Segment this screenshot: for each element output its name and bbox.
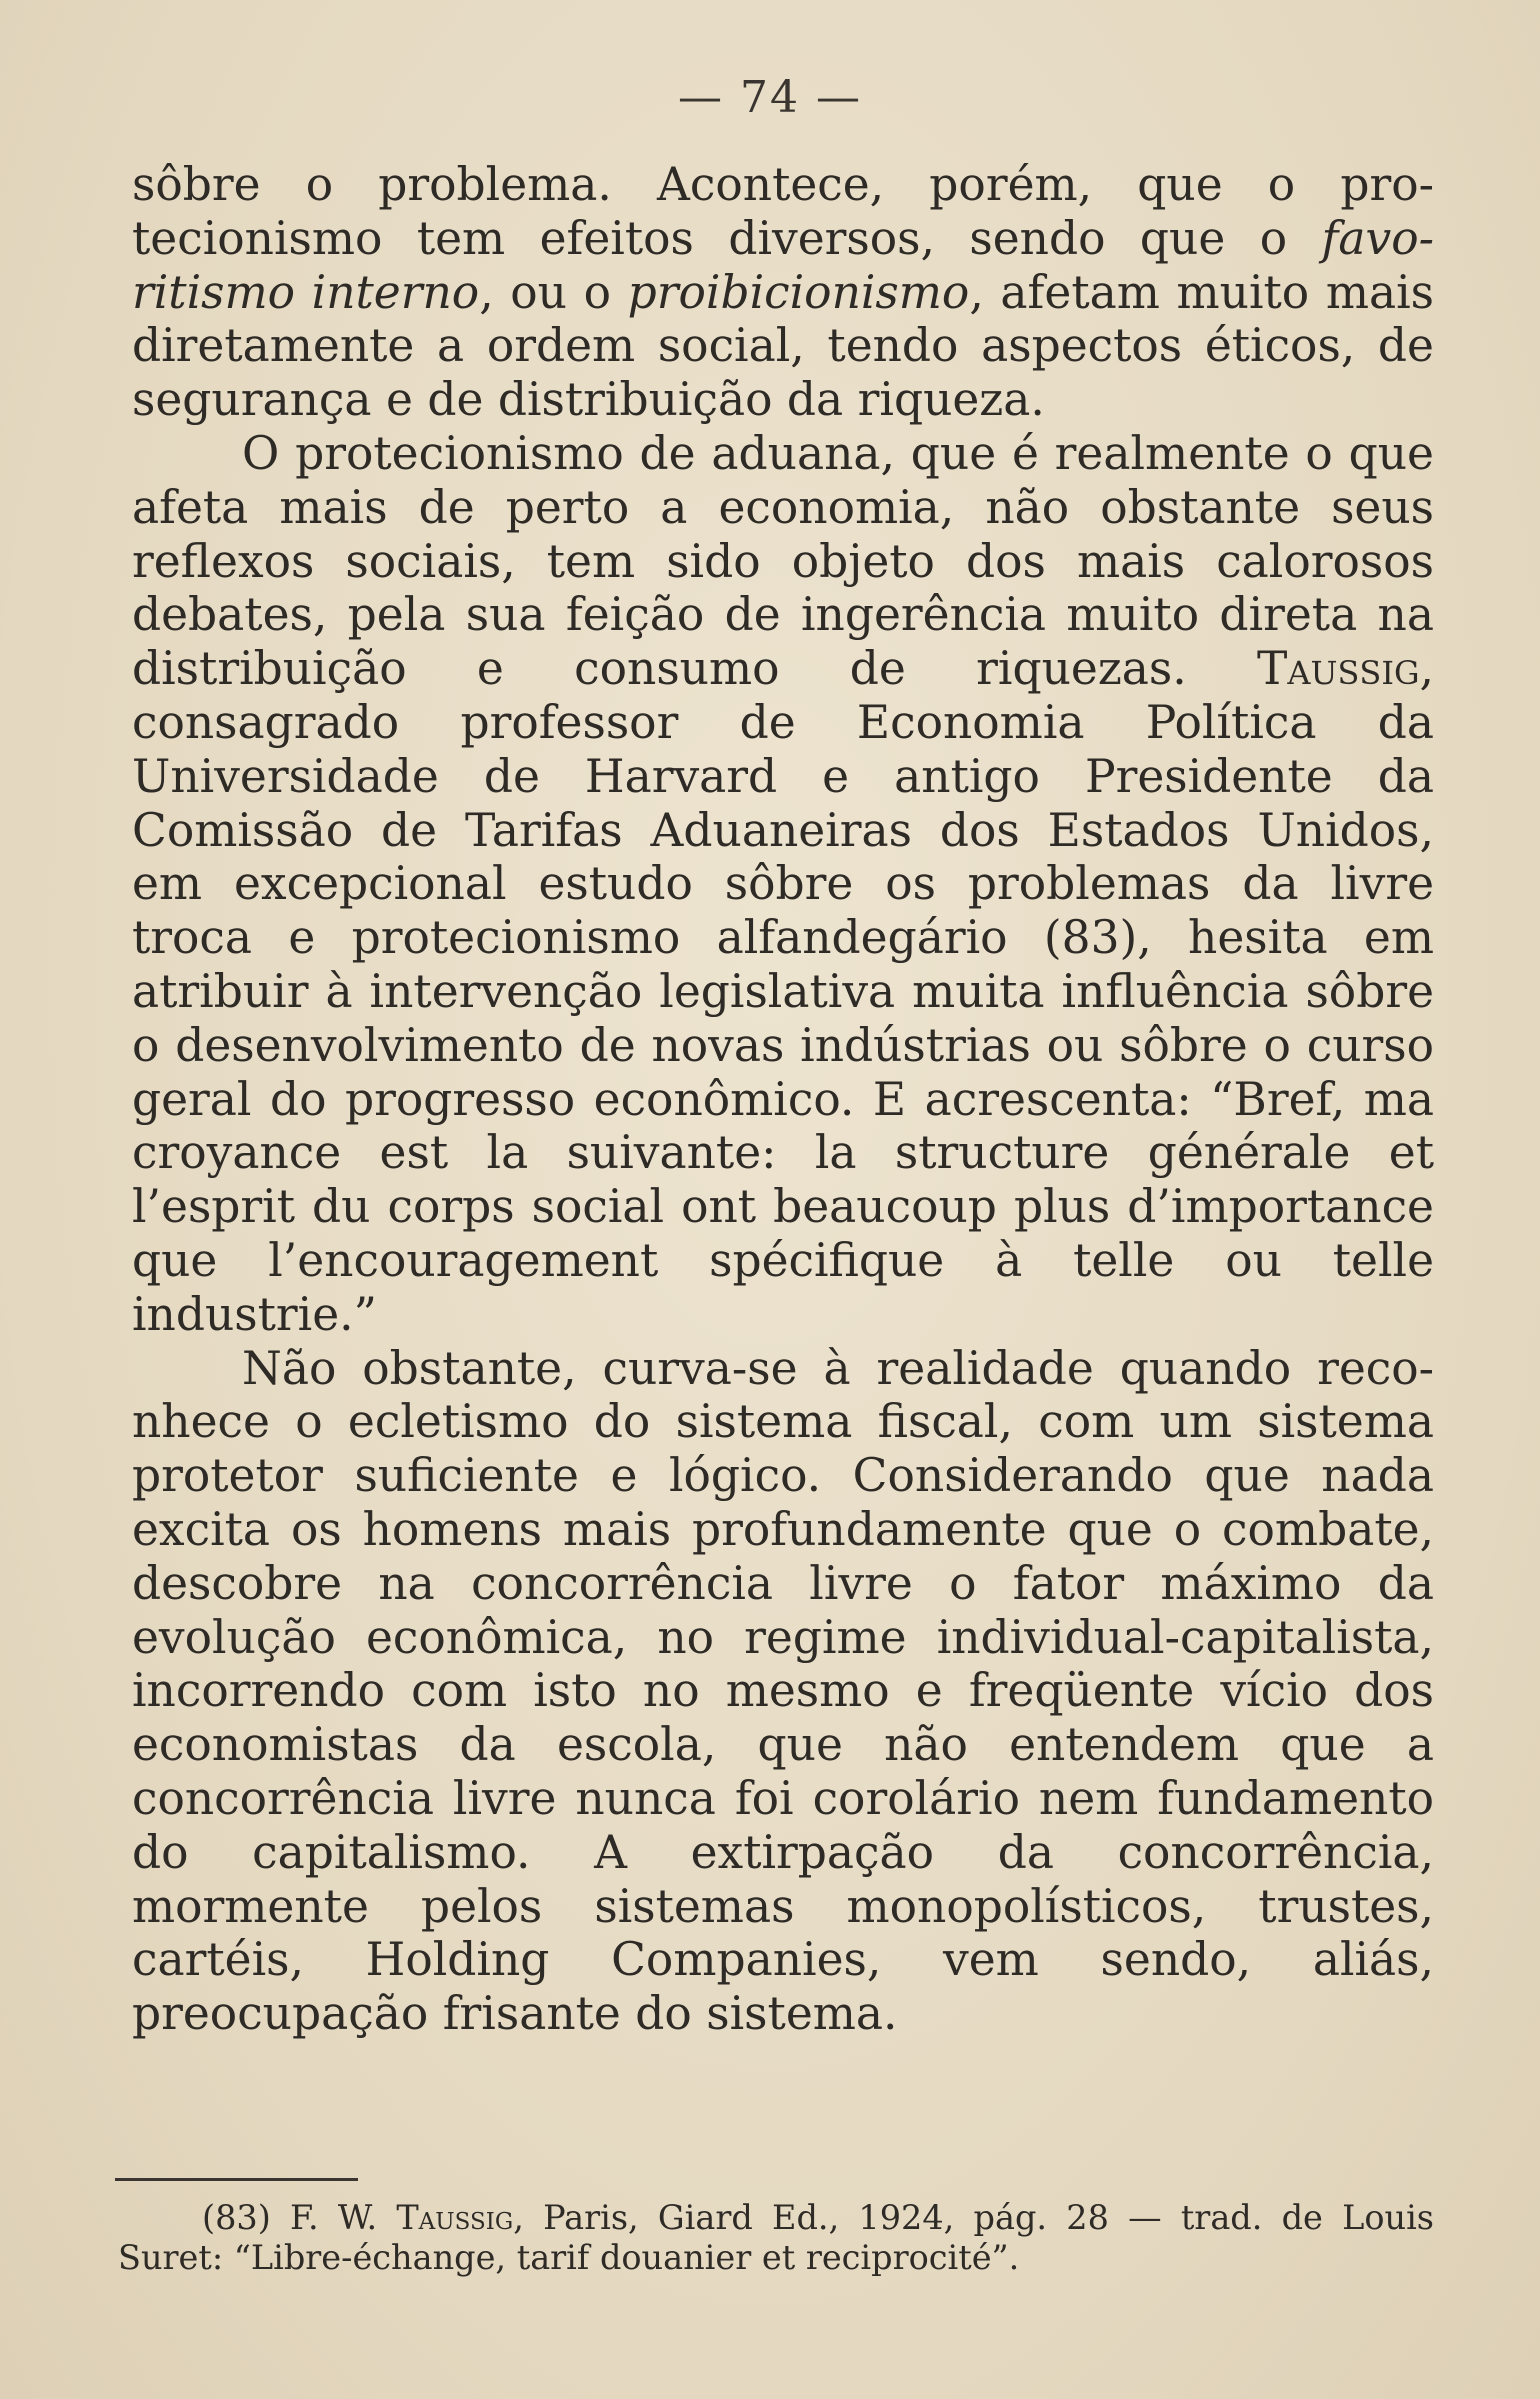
body-text <box>132 158 1434 2041</box>
text-run: O protecionismo de aduana, que é realmente o que afeta mais de perto a economia, não obstante seus reflexos sociais, tem sido objeto dos mais calorosos debates, pela sua feição de ingerência muito direta na distribuição e consumo de riquezas. <box>132 426 1434 696</box>
paragraph-1 <box>132 158 1434 427</box>
italic-term-proibicionismo: proibicionismo <box>627 265 970 319</box>
footnote-divider <box>115 2178 358 2181</box>
footnote-author: Taussig <box>396 2198 514 2237</box>
paragraph-2 <box>132 427 1434 1342</box>
page-number: — 74 — <box>678 72 862 123</box>
text-run: , consagrado professor de Economia Política da Universidade de Harvard e antigo Presidente da Comissão de Tarifas Aduaneiras dos Estados Unidos, em excepcional estudo sôbre os problemas da livre troca e protecionismo alfandegário (83), hesita em atribuir à intervenção legislativa muita influência sôbre o desenvolvimento de novas indústrias ou sôbre o curso geral do progresso econômico. E acrescenta: “Bref, ma croyance est la suivante: la structure générale et l’esprit du corps social ont beaucoup plus d’importance que l’encouragement spécifique à telle ou telle industrie.” <box>132 642 1434 1341</box>
text-run: , ou o <box>479 265 628 319</box>
text-run: Não obstante, curva-se à realidade quando reconhece o ecletismo do sistema fiscal, com um sistema protetor suficiente e lógico. Considerando que nada excita os homens mais profundamente que o combate, descobre na concorrência livre o fator máximo da evolução econômica, no regime individual-capitalista, incorrendo com isto no mesmo e freqüente vício dos economistas da escola, que não entendem que a concorrência livre nunca foi corolário nem fundamento do capitalismo. A extirpação da concorrência, mormente pelos sistemas monopolísticos, trustes, cartéis, Holding Companies, vem sendo, aliás, preocupação frisante do sistema. <box>132 1341 1434 2041</box>
footnote-text: , Paris, Giard Ed., 1924, pág. 28 — trad. de Louis Suret: “Libre-échange, tarif douanier et reciprocité”. <box>118 2198 1434 2277</box>
text-run: , afetam muito mais diretamente a ordem social, tendo aspectos éticos, de segurança e de distribuição da riqueza. <box>132 265 1434 427</box>
text-run: sôbre o problema. Acontece, porém, que o protecionismo tem efeitos diversos, sendo que o <box>132 158 1434 265</box>
footnote-83 <box>118 2198 1434 2278</box>
paragraph-3 <box>132 1342 1434 2041</box>
italic-term-favoritismo: favoritismo interno <box>132 211 1434 319</box>
footnote-text: (83) F. W. <box>202 2198 397 2237</box>
author-name-taussig: Taussig <box>1257 642 1420 696</box>
